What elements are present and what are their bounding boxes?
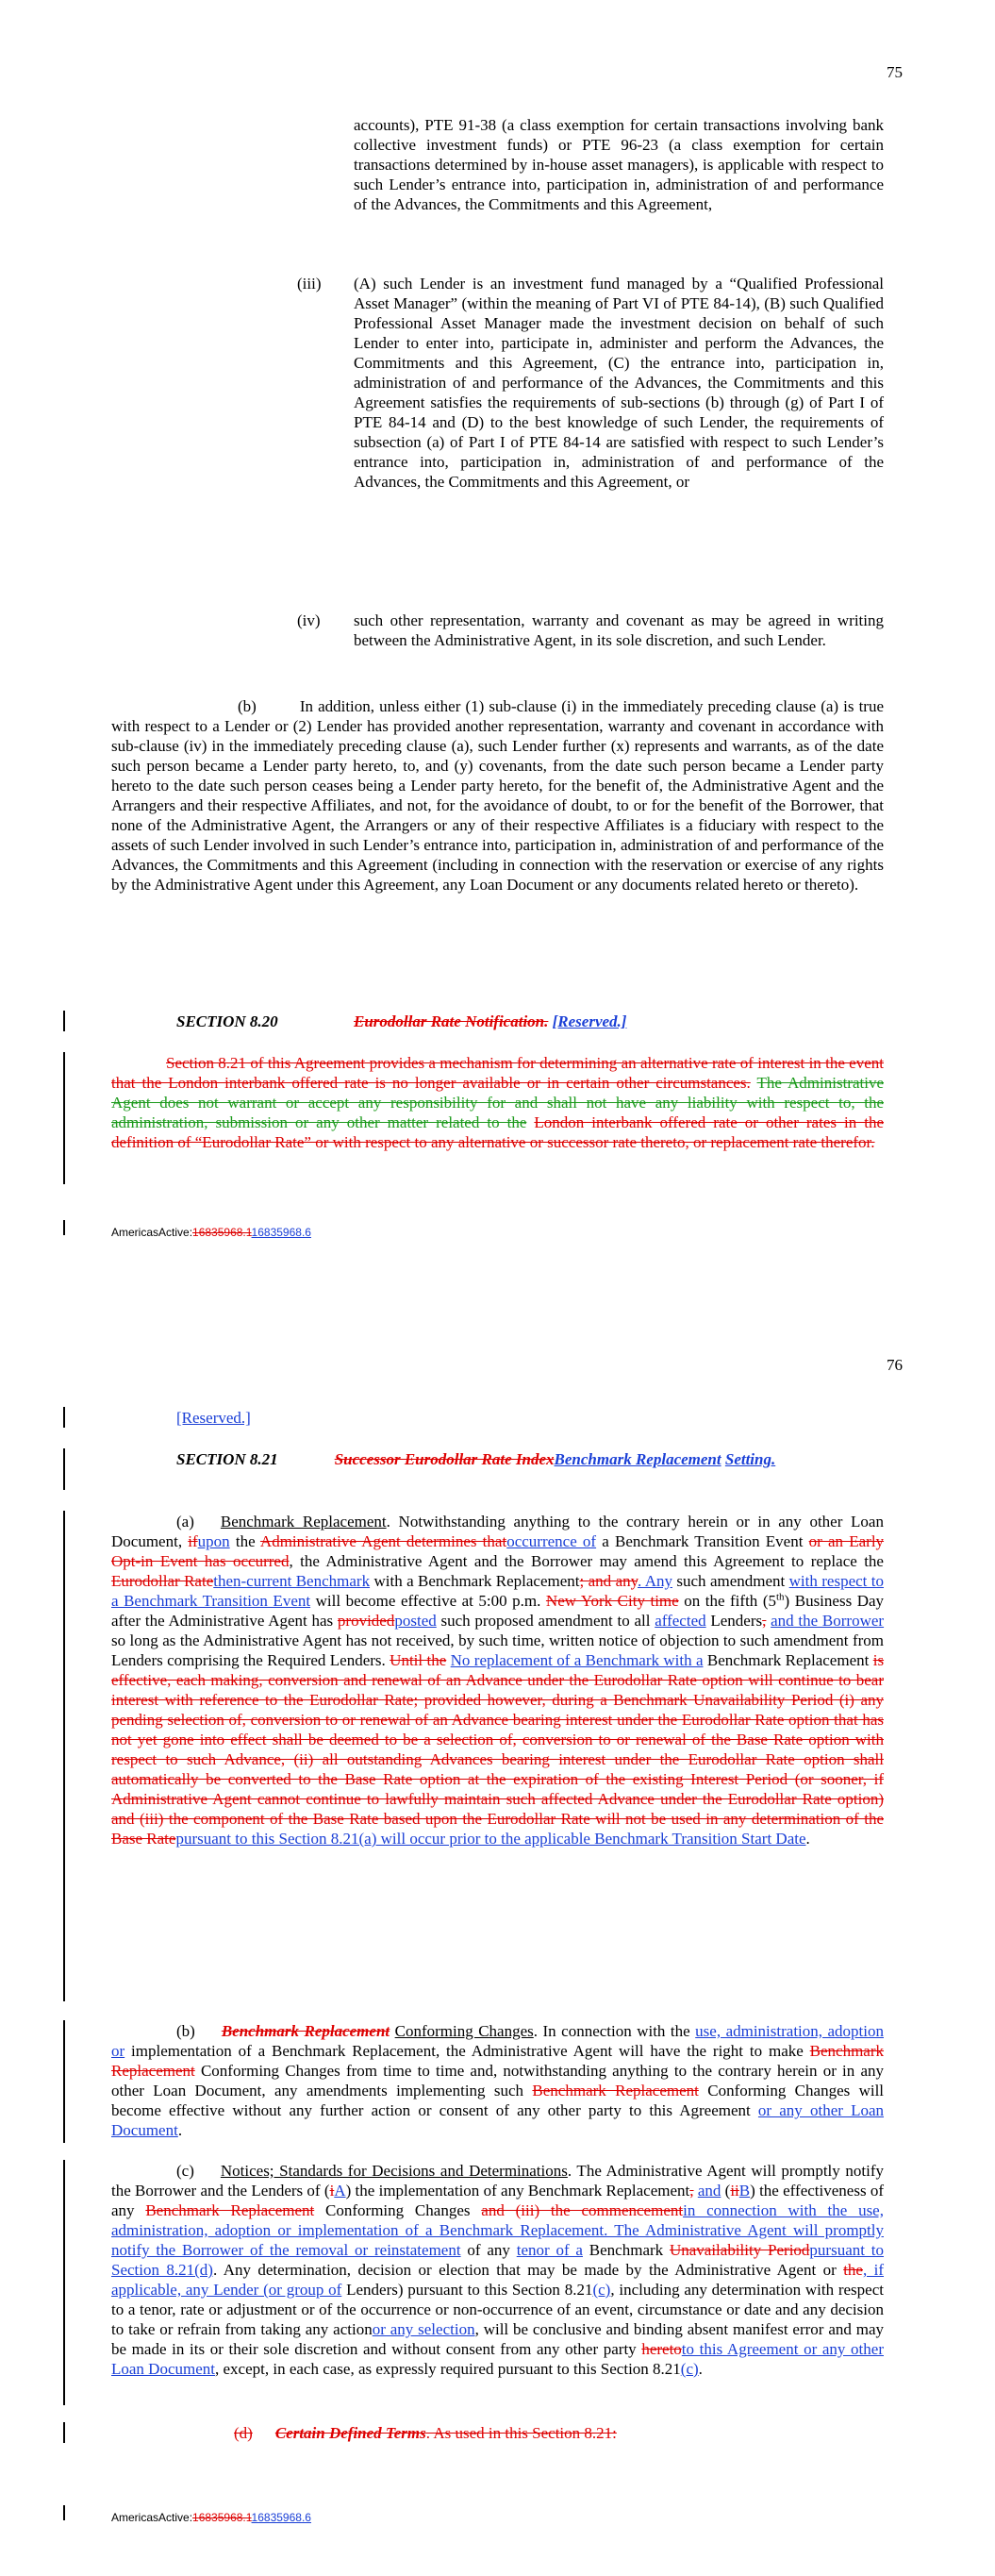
change-bar bbox=[63, 1511, 65, 2001]
text: . Any determination, decision or election that may be made by the Administrative Agent or bbox=[212, 2261, 837, 2279]
inserted-text: tenor of a bbox=[516, 2241, 583, 2259]
paragraph-label: (a) bbox=[176, 1513, 194, 1531]
paragraph-c bbox=[111, 2161, 884, 2379]
inserted-text: and bbox=[697, 2182, 721, 2200]
text: , including any determination with respect to a tenor, rate or adjustment or of the occurrence or non-occurrence of an event, circumstance or date and any decision to take or refrain from taking any action bbox=[111, 2281, 884, 2338]
text: such proposed amendment to all bbox=[440, 1612, 651, 1630]
deleted-text: Certain Defined Terms bbox=[274, 2424, 426, 2442]
deleted-text: ; and any bbox=[579, 1572, 638, 1590]
change-bar bbox=[63, 1220, 65, 1235]
deleted-text: Section 8.21 of this Agreement provides a mechanism for determining an alternative rate of interest in the event that the London interbank offered rate is no longer available or in certain other circumstances. bbox=[111, 1054, 884, 1092]
text: Lenders) pursuant to this Section 8.21 bbox=[346, 2281, 593, 2299]
deleted-text: Unavailability Period bbox=[669, 2241, 810, 2259]
inserted-text: or any other Loan Document bbox=[111, 2101, 885, 2139]
document-footer bbox=[111, 2508, 311, 2528]
text: Benchmark bbox=[589, 2241, 664, 2259]
text: , will be conclusive and binding absent manifest error and may be made in its or their sole discretion and without consent from any other party bbox=[111, 2320, 884, 2358]
deleted-text: is effective, each making, conversion and renewal of an Advance under the Eurodollar Rate option will continue to bear interest with reference to the Eurodollar Rate; provided however, during a Benchmark Unavailability Period (i) any pending selection of, conversion to or renewal of an Advance bearing interest under the Eurodollar Rate option that has not yet gone into effect shall be deemed to be a selection of, conversion to or renewal of the Base Rate option with respect to such Advance, (ii) all outstanding Advances bearing interest under the Eurodollar Rate option shall automatically be converted to the Base Rate option at the expiration of the existing Interest Period (or sooner, if Administrative Agent cannot continue to lawfully maintain such affected Advance under the Eurodollar Rate option) and (iii) the component of the Base Rate based upon the Eurodollar Rate will not be used in any determination of the Base Rate bbox=[111, 1651, 885, 1848]
item-iv-text: such other representation, warranty and covenant as may be agreed in writing between the Administrative Agent, in its sole discretion, and such Lender. bbox=[354, 611, 884, 649]
deleted-text: 16835968.1 bbox=[192, 2511, 252, 2524]
text: Benchmark Replacement bbox=[706, 1651, 870, 1669]
change-bar bbox=[63, 2020, 65, 2143]
text: with a Benchmark Replacement bbox=[373, 1572, 580, 1590]
section-8-20-label: SECTION 8.20 bbox=[176, 1012, 278, 1030]
deleted-text: Eurodollar Rate bbox=[111, 1572, 214, 1590]
section-8-20-title bbox=[354, 1012, 626, 1031]
paragraph-label: (b) bbox=[238, 697, 257, 715]
text: . The Administrative Agent will promptly notify the Borrower and the Lenders of ( bbox=[111, 2162, 884, 2200]
text: ) the implementation of any Benchmark Replacement bbox=[345, 2182, 690, 2200]
inserted-text: use, administration, adoption or bbox=[111, 2022, 884, 2060]
text: , except, in each case, as expressly required pursuant to this Section 8.21 bbox=[215, 2360, 681, 2378]
text: . bbox=[698, 2360, 703, 2378]
change-bar bbox=[63, 1448, 65, 1490]
section-label: SECTION 8.21 bbox=[176, 1450, 278, 1468]
change-bar bbox=[63, 2422, 65, 2443]
paragraph-d-deleted bbox=[234, 2423, 617, 2443]
deleted-text: ii bbox=[730, 2182, 739, 2200]
paragraph-heading: Benchmark Replacement bbox=[220, 1513, 387, 1531]
inserted-text: and the Borrower bbox=[771, 1612, 885, 1630]
inserted-text: pursuant to Section 8.21(d) bbox=[111, 2241, 885, 2279]
text: , the Administrative Agent and the Borrower may amend this Agreement to replace the bbox=[289, 1552, 884, 1570]
change-bar bbox=[63, 1011, 65, 1031]
deleted-text: London interbank offered rate or other rates in the definition of “Eurodollar Rate” or with respect to any alternative or successor rate thereto, or replacement rate therefor. bbox=[111, 1113, 884, 1151]
deleted-text: Until the bbox=[390, 1651, 447, 1669]
deleted-text: New York City time bbox=[545, 1592, 679, 1610]
paragraph-heading: Conforming Changes bbox=[394, 2022, 534, 2040]
text: will become effective at 5:00 p.m. bbox=[315, 1592, 541, 1610]
deleted-text: or an Early Opt-in Event has occurred bbox=[111, 1532, 885, 1570]
deleted-text: 16835968.1 bbox=[192, 1226, 252, 1239]
text: Lenders bbox=[710, 1612, 763, 1630]
text: so long as the Administrative Agent has not received, by such time, written notice of objection to such amendment from Lenders comprising the Required Lenders. bbox=[111, 1631, 884, 1669]
deleted-text: Benchmark Replacement bbox=[111, 2042, 885, 2080]
inserted-text: . Any bbox=[638, 1572, 672, 1590]
text: . bbox=[177, 2121, 183, 2139]
text: Conforming Changes bbox=[325, 2201, 471, 2219]
inserted-text: occurrence of bbox=[506, 1532, 597, 1550]
paragraph-b-text: In addition, unless either (1) sub-clause (i) in the immediately preceding clause (a) is true with respect to a Lender or (2) Lender has provided another representation, warranty and covenant in accordance with sub-clause (iv) in the immediately preceding clause (a), such Lender further (x) represents and warrants, as of the date such person became a Lender party hereto, to, and (y) covenants, from the date such person became a Lender party hereto to the date such person ceases being a Lender party hereto, for the benefit of, the Administrative Agent and the Arrangers and their respective Affiliates, and not, for the avoidance of doubt, to or for the benefit of the Borrower, that none of the Administrative Agent, the Arrangers or any of their respective Affiliates is a fiduciary with respect to the assets of such Lender involved in such Lender’s entrance into, participation in, administration of and performance of the Advances, the Commitments and this Agreement (including in connection with the reservation or exercise of any rights by the Administrative Agent under this Agreement, any Loan Document or any documents related hereto or thereto). bbox=[111, 697, 884, 894]
inserted-text: upon bbox=[197, 1532, 230, 1550]
inserted-text: 16835968.6 bbox=[251, 2511, 311, 2524]
text: on the fifth (5 bbox=[684, 1592, 776, 1610]
superscript: th bbox=[775, 1591, 785, 1603]
text: Conforming Changes will become effective without any further action or consent of any other party to this Agreement bbox=[111, 2082, 885, 2119]
inserted-text: in connection with the use, administration, adoption or implementation of a Benchmark Replacement. The Administrative Agent will promptly notify the Borrower of the removal or reinstatement bbox=[111, 2201, 884, 2259]
inserted-text: 16835968.6 bbox=[251, 1226, 311, 1239]
change-bar bbox=[63, 1407, 65, 1428]
text: ) the effectiveness of any bbox=[111, 2182, 885, 2219]
inserted-text: B bbox=[738, 2182, 751, 2200]
text: ) Business Day after the Administrative Agent has bbox=[111, 1592, 885, 1630]
inserted-text: A bbox=[334, 2182, 346, 2200]
deleted-text: Benchmark Replacement bbox=[221, 2022, 390, 2040]
deleted-text: hereto bbox=[641, 2340, 682, 2358]
change-bar bbox=[63, 2505, 65, 2520]
deleted-text: . As used in this Section 8.21: bbox=[425, 2424, 617, 2442]
text: . In connection with the bbox=[533, 2022, 690, 2040]
document-footer bbox=[111, 1223, 311, 1243]
footer-prefix: AmericasActive: bbox=[111, 1226, 193, 1239]
text: . Notwithstanding anything to the contrary herein or in any other Loan Document, bbox=[111, 1513, 884, 1550]
deleted-text: Benchmark Replacement bbox=[145, 2201, 315, 2219]
inserted-text: No replacement of a Benchmark with a bbox=[450, 1651, 704, 1669]
text: implementation of a Benchmark Replacement, the Administrative Agent will have the right to make bbox=[131, 2042, 804, 2060]
item-iii-text: (A) such Lender is an investment fund managed by a “Qualified Professional Asset Manager” (within the meaning of Part VI of PTE 84-14), (B) such Qualified Professional Asset Manager made the investment decision on behalf of such Lender to enter into, participate in, administer and perform the Advances, the Commitments and this Agreement, (C) the entrance into, participation in, administration of and performance of the Advances, the Commitments and this Agreement satisfies the requirements of sub-sections (b) through (g) of Part I of PTE 84-14 and (D) to the best knowledge of such Lender, the requirements of subsection (a) of Part I of PTE 84-14 are satisfied with respect to such Lender’s entrance into, participation in, administration of and performance of the Advances, the Commitments and this Agreement, or bbox=[354, 275, 884, 491]
paragraph-label: (c) bbox=[176, 2162, 194, 2180]
deleted-text: i bbox=[329, 2182, 335, 2200]
section-8-20-body bbox=[111, 1053, 884, 1152]
paragraph-a bbox=[111, 1512, 884, 1848]
inserted-text: Benchmark Replacement bbox=[554, 1450, 721, 1468]
text: Conforming Changes from time to time and, notwithstanding anything to the contrary herein or in any other Loan Document, any amendments implementing such bbox=[111, 2062, 885, 2099]
item-label: (iii) bbox=[297, 275, 322, 293]
paragraph-b bbox=[111, 696, 884, 895]
text: such amendment bbox=[676, 1572, 786, 1590]
deleted-text: , bbox=[762, 1612, 767, 1630]
inserted-text: or any selection bbox=[372, 2320, 475, 2338]
deleted-text: Benchmark Replacement bbox=[532, 2082, 699, 2099]
page-number: 75 bbox=[887, 63, 903, 81]
deleted-text: , bbox=[689, 2182, 694, 2200]
change-bar bbox=[63, 2160, 65, 2405]
inserted-text: Setting. bbox=[724, 1450, 776, 1468]
change-bar bbox=[63, 1052, 65, 1184]
inserted-text: pursuant to this Section 8.21(a) will occur prior to the applicable Benchmark Transition Start Date bbox=[175, 1830, 806, 1848]
deleted-text: the bbox=[843, 2261, 863, 2279]
inserted-text: affected bbox=[655, 1612, 706, 1630]
inserted-text: to this Agreement or any other Loan Document bbox=[111, 2340, 884, 2378]
deleted-text: provided bbox=[337, 1612, 395, 1630]
inserted-text: [Reserved.] bbox=[552, 1012, 627, 1030]
text: . bbox=[805, 1830, 810, 1848]
text: of any bbox=[467, 2241, 510, 2259]
clause-continuation: accounts), PTE 91-38 (a class exemption for certain transactions involving bank collective investment funds) or PTE 96-23 (a class exemption for certain transactions determined by in-house asset managers), is applicable with respect to such Lender’s entrance into, participation in, administration of and performance of the Advances, the Commitments and this Agreement, bbox=[354, 116, 884, 213]
deleted-text: Successor Eurodollar Rate Index bbox=[334, 1450, 555, 1468]
deleted-text: Eurodollar Rate Notification. bbox=[354, 1012, 549, 1030]
inserted-text: (c) bbox=[592, 2281, 611, 2299]
section-8-21-title bbox=[111, 1449, 884, 1469]
text: the bbox=[235, 1532, 256, 1550]
reserved-heading: [Reserved.] bbox=[176, 1409, 251, 1427]
deleted-text: (d) bbox=[234, 2424, 253, 2442]
page-number: 76 bbox=[887, 1356, 903, 1374]
paragraph-heading: Notices; Standards for Decisions and Determinations bbox=[220, 2162, 568, 2180]
item-label: (iv) bbox=[297, 611, 321, 629]
deleted-text: Administrative Agent determines that bbox=[259, 1532, 507, 1550]
inserted-text: then-current Benchmark bbox=[213, 1572, 371, 1590]
paragraph-b-conforming bbox=[111, 2021, 884, 2140]
inserted-text: with respect to a Benchmark Transition Event bbox=[111, 1572, 885, 1610]
text: a Benchmark Transition Event bbox=[602, 1532, 804, 1550]
paragraph-label: (b) bbox=[176, 2022, 195, 2040]
text: ( bbox=[724, 2182, 731, 2200]
moved-text: The Administrative Agent does not warrant or accept any responsibility for and shall not have any liability with respect to, the administration, submission or any other matter related to the bbox=[111, 1074, 884, 1131]
deleted-text: if bbox=[188, 1532, 198, 1550]
inserted-text: (c) bbox=[680, 2360, 699, 2378]
inserted-text: posted bbox=[394, 1612, 437, 1630]
footer-prefix: AmericasActive: bbox=[111, 2511, 193, 2524]
deleted-text: and (iii) the commencement bbox=[481, 2201, 684, 2219]
inserted-text: , if applicable, any Lender (or group of bbox=[111, 2261, 885, 2299]
